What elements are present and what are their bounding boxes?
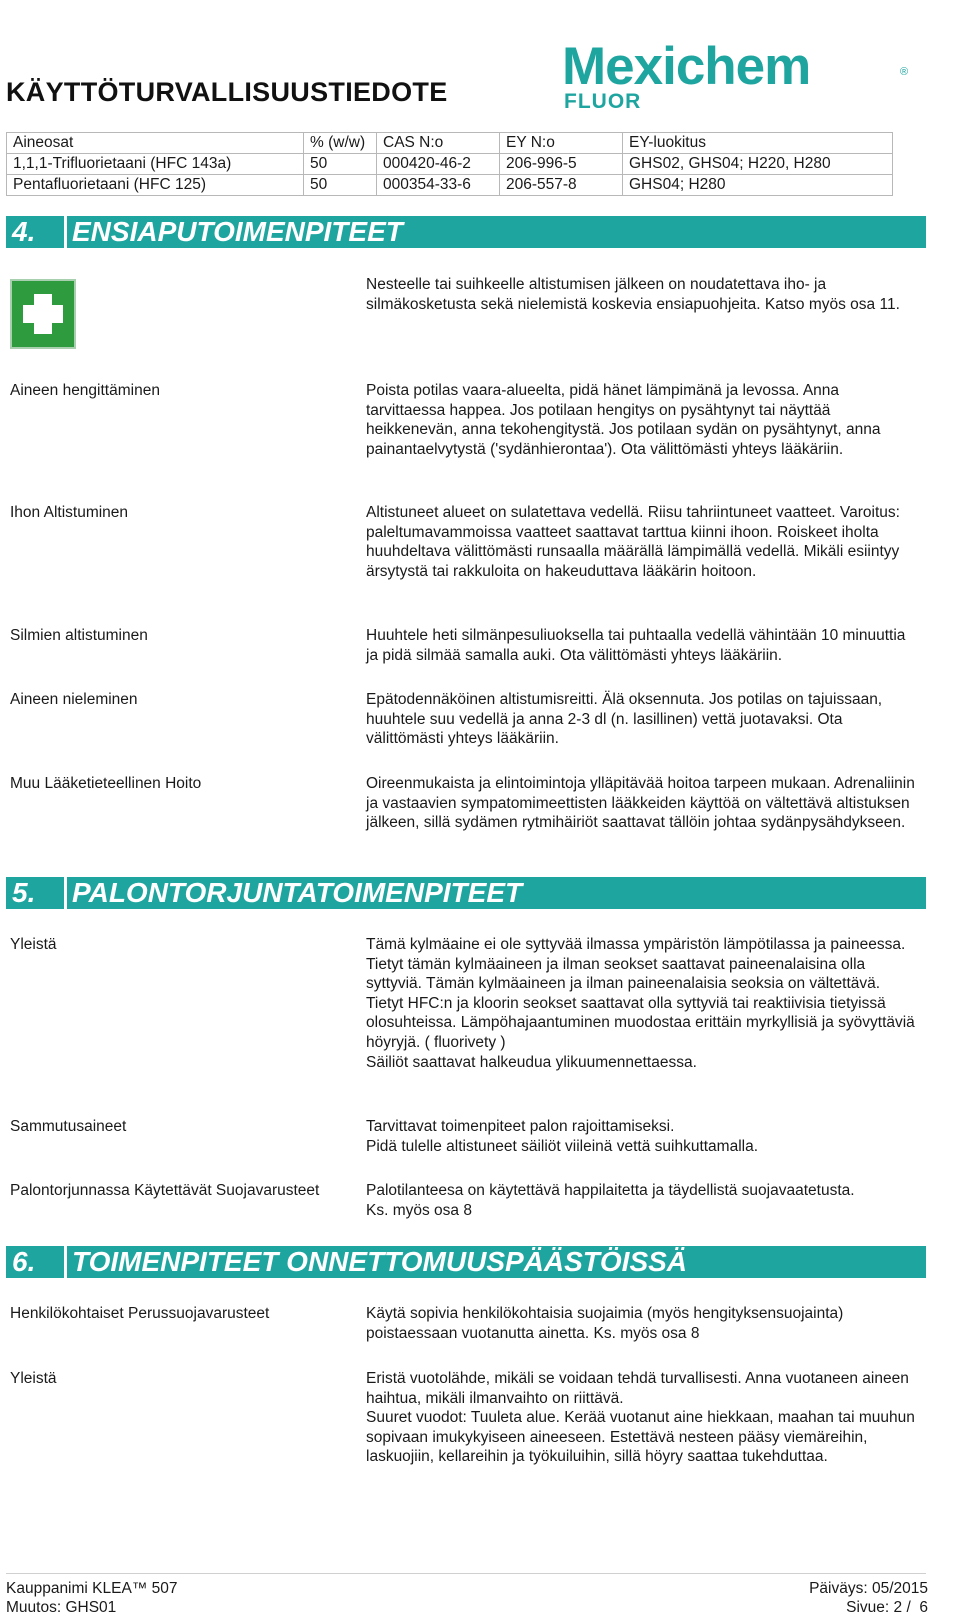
text-line: Tietyt HFC:n ja kloorin seokset saattavat olla syttyviä tai reaktiivisia tietyissä olosuhteissa. Lämpöhajaantuminen muodostaa erittäin myrkyllisiä ja syövyttäviä höyryjä. ( fluorivety ) [366,994,915,1051]
text-line: Ks. myös osa 8 [366,1201,472,1219]
logo-subtitle: FLUOR [564,90,642,113]
first-aid-text-eyes: Huuhtele heti silmänpesuliuoksella tai puhtaalla vedellä vähintään 10 minuuttia ja pidä silmää samalla auki. Ota välittömästi yhteys lääkäriin. [366,627,906,664]
table-cell: 206-996-5 [500,154,623,175]
composition-table [6,132,893,196]
column-header: % (w/w) [304,133,377,154]
table-cell: 1,1,1-Trifluorietaani (HFC 143a) [7,154,304,175]
company-logo [562,37,914,113]
section-divider [64,877,67,909]
table-cell: 50 [304,154,377,175]
text-line: Eristä vuotolähde, mikäli se voidaan tehdä turvallisesti. Anna vuotaneen aineen haihtua, mikäli ilmanvaihto on riittävä. [366,1370,909,1407]
column-header: CAS N:o [377,133,500,154]
footer-divider [6,1573,926,1574]
fire-text-general [366,935,918,1072]
fire-label-protective: Palontorjunnassa Käytettävät Suojavarusteet [10,1182,320,1199]
section-5-header [6,877,926,909]
column-header: EY N:o [500,133,623,154]
section-title: PALONTORJUNTATOIMENPITEET [72,877,523,908]
table-row [7,154,893,175]
table-cell: GHS02, GHS04; H220, H280 [623,154,893,175]
table-cell: Pentafluorietaani (HFC 125) [7,175,304,196]
logo-registered-mark: ® [900,66,909,78]
first-aid-label-medical: Muu Lääketieteellinen Hoito [10,775,202,792]
footer-revision: Muutos: GHS01 [6,1599,117,1616]
first-aid-label-inhalation: Aineen hengittäminen [10,382,160,399]
first-aid-label-eyes: Silmien altistuminen [10,627,148,644]
text-line: Tarvittavat toimenpiteet palon rajoittamiseksi. [366,1118,675,1135]
table-cell: 50 [304,175,377,196]
fire-label-extinguishing: Sammutusaineet [10,1118,127,1135]
text-line: Säiliöt saattavat halkeudua ylikuumennettaessa. [366,1053,697,1071]
fire-label-general: Yleistä [10,936,57,953]
table-row [7,175,893,196]
text-line: Tämä kylmäaine ei ole syttyvää ilmassa ympäristön lämpötilassa ja paineessa. Tietyt tämän kylmäaineen ja ilman seokset saattavat paineenalaisina olla syttyviä. Tämän kylmäaineen ja ilman paineenalaisia seoksia on vältettävä. [366,936,906,993]
first-aid-text-skin: Altistuneet alueet on sulatettava vedellä. Riisu tahriintuneet vaatteet. Varoitus: paleltumavammoissa vaatteet saattavat tarttua kiinni ihoon. Roiskeet iholta huuhdeltava välittömästi runsaalla määrällä lämpimällä vedellä. Mikäli esiintyy ärsytystä tai rakkuloita on hakeuduttava lääkärin hoitoon. [366,504,900,580]
spill-label-general: Yleistä [10,1370,57,1387]
table-cell: GHS04; H280 [623,175,893,196]
section-divider [64,1246,67,1278]
table-cell: 000420-46-2 [377,154,500,175]
section-4-header [6,216,926,248]
first-aid-cross-icon [10,279,76,349]
footer-trade-name: Kauppanimi KLEA™ 507 [6,1580,178,1597]
text-line: Pidä tulelle altistuneet säiliöt viileinä vettä suihkuttamalla. [366,1137,759,1155]
section-title: TOIMENPITEET ONNETTOMUUSPÄÄSTÖISSÄ [72,1246,688,1277]
spill-text-general [366,1369,918,1467]
spill-text-personal [366,1304,918,1343]
section-6-header [6,1246,926,1278]
text-line: Suuret vuodot: Tuuleta alue. Kerää vuotanut aine hiekkaan, maahan tai muuhun sopivaan imukykyiseen aineeseen. Estettävä nesteen pääsy viemäreihin, laskuojiin, kellareihin ja työkuiluihin, sillä höyry saattaa tukehduttaa. [366,1409,915,1466]
first-aid-label-ingestion: Aineen nieleminen [10,691,138,708]
fire-text-protective [366,1181,918,1220]
first-aid-text-inhalation: Poista potilas vaara-alueelta, pidä hänet lämpimänä ja levossa. Anna tarvittaessa happea. Jos potilaan hengitys on pysähtynyt tai näyttää heikkenevän, anna tekohengitystä. Jos potilaan sydän on pysähtynyt, anna painantaelvytystä ('sydänhierontaa'). Ota välittömästi yhteys lääkäriin. [366,382,881,458]
table-cell: 000354-33-6 [377,175,500,196]
footer-date: Päiväys: 05/2015 [809,1580,928,1597]
table-header-row [7,133,893,154]
first-aid-text-medical: Oireenmukaista ja elintoimintoja ylläpitävää hoitoa tarpeen mukaan. Adrenaliinin ja vastaavien sympatomimeettisten lääkkeiden käyttöä on vältettävä altistuksen jälkeen, sillä sydämen rytmihäiriöt saattavat tällöin johtaa sydänpysähdykseen. [366,775,915,832]
first-aid-text-ingestion: Epätodennäköinen altistumisreitti. Älä oksennuta. Jos potilas on tajuissaan, huuhtele suu vedellä ja anna 2-3 dl (n. lasillinen) vettä juotavaksi. Ota välittömästi yhteys lääkäriin. [366,691,883,748]
text-line: Palotilanteesa on käytettävä happilaitetta ja täydellistä suojavaatetusta. [366,1182,855,1199]
section-number: 5. [12,877,36,908]
spill-label-personal: Henkilökohtaiset Perussuojavarusteet [10,1305,270,1322]
column-header: EY-luokitus [623,133,893,154]
column-header: Aineosat [7,133,304,154]
first-aid-intro: Nesteelle tai suihkeelle altistumisen jälkeen on noudatettava iho- ja silmäkosketusta sekä nielemistä koskevia ensiapuohjeita. Katso myös osa 11. [366,276,900,313]
table-cell: 206-557-8 [500,175,623,196]
fire-text-extinguishing [366,1117,918,1156]
footer-page-number: Sivue: 2 / 6 [846,1599,928,1616]
section-number: 6. [12,1246,36,1277]
section-title: ENSIAPUTOIMENPITEET [72,216,403,247]
document-title: KÄYTTÖTURVALLISUUSTIEDOTE [6,77,448,107]
text-line: Käytä sopivia henkilökohtaisia suojaimia (myös hengityksensuojainta) poistaessaan vuotanutta ainetta. Ks. myös osa 8 [366,1305,844,1342]
first-aid-label-skin: Ihon Altistuminen [10,504,129,521]
logo-wordmark: Mexichem [562,37,811,96]
section-number: 4. [12,216,36,247]
section-divider [64,216,67,248]
